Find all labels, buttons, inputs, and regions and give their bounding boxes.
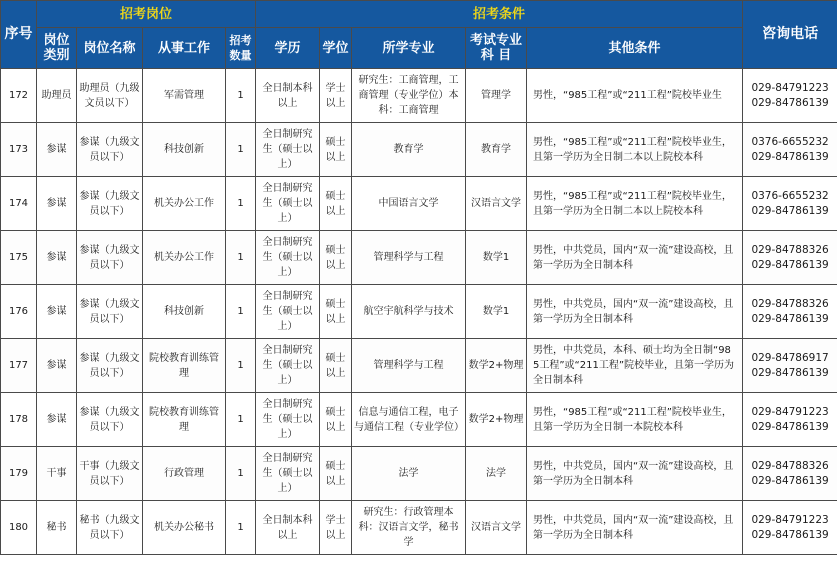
cell-other: 男性，“985工程”或“211工程”院校毕业生 [527,69,743,123]
cell-work: 科技创新 [143,285,226,339]
cell-quota: 1 [226,231,256,285]
cell-other: 男性，中共党员，国内“双一流”建设高校，且第一学历为全日制本科 [527,285,743,339]
cell-seq: 172 [1,69,37,123]
cell-position-name: 秘书（九级文员以下） [77,501,143,555]
cell-quota: 1 [226,177,256,231]
table-body [1,69,837,555]
table-row [1,177,837,231]
cell-major: 信息与通信工程，电子与通信工程（专业学位） [352,393,466,447]
cell-seq: 179 [1,447,37,501]
cell-degree: 硕士以上 [320,231,352,285]
cell-category: 助理员 [37,69,77,123]
cell-other: 男性，“985工程”或“211工程”院校毕业生，且第一学历为全日制一本院校本科 [527,393,743,447]
cell-seq: 173 [1,123,37,177]
cell-category: 参谋 [37,123,77,177]
phone-number-2: 029-84786139 [751,420,829,433]
phone-number-2: 029-84786139 [751,528,829,541]
cell-seq: 180 [1,501,37,555]
cell-quota: 1 [226,393,256,447]
cell-category: 秘书 [37,501,77,555]
cell-education: 全日制研究生（硕士以上） [256,231,320,285]
cell-subject: 数学2+物理 [466,339,527,393]
cell-education: 全日制研究生（硕士以上） [256,123,320,177]
cell-subject: 汉语言文学 [466,177,527,231]
cell-category: 参谋 [37,231,77,285]
cell-other: 男性，“985工程”或“211工程”院校毕业生，且第一学历为全日制二本以上院校本科 [527,177,743,231]
cell-seq: 176 [1,285,37,339]
header-group-conditions: 招考条件 [256,1,743,28]
cell-seq: 174 [1,177,37,231]
cell-degree: 硕士以上 [320,393,352,447]
cell-education: 全日制本科以上 [256,501,320,555]
cell-other: 男性，中共党员，国内“双一流”建设高校，且第一学历为全日制本科 [527,501,743,555]
table-row [1,447,837,501]
table-row [1,501,837,555]
cell-phone [743,501,837,555]
phone-number-1: 029-84788326 [751,297,829,310]
cell-work: 机关办公工作 [143,231,226,285]
header-phone: 咨询电话 [743,1,837,69]
table-row [1,123,837,177]
cell-other: 男性，中共党员，本科、硕士均为全日制“985工程”或“211工程”院校毕业，且第一学历为全日制本科 [527,339,743,393]
cell-education: 全日制本科以上 [256,69,320,123]
cell-major: 管理科学与工程 [352,339,466,393]
cell-category: 干事 [37,447,77,501]
cell-major: 教育学 [352,123,466,177]
cell-quota: 1 [226,447,256,501]
header-education: 学历 [256,28,320,69]
cell-subject: 数学2+物理 [466,393,527,447]
cell-major: 管理科学与工程 [352,231,466,285]
phone-number-1: 0376-6655232 [751,189,829,202]
phone-number-1: 029-84791223 [751,513,829,526]
cell-quota: 1 [226,123,256,177]
cell-phone [743,123,837,177]
cell-work: 机关办公工作 [143,177,226,231]
cell-other: 男性，“985工程”或“211工程”院校毕业生，且第一学历为全日制二本以上院校本科 [527,123,743,177]
cell-major: 法学 [352,447,466,501]
cell-position-name: 参谋（九级文员以下） [77,231,143,285]
cell-degree: 硕士以上 [320,177,352,231]
cell-position-name: 助理员（九级文员以下） [77,69,143,123]
cell-other: 男性，中共党员，国内“双一流”建设高校，且第一学历为全日制本科 [527,231,743,285]
cell-subject: 法学 [466,447,527,501]
cell-major: 中国语言文学 [352,177,466,231]
cell-work: 机关办公秘书 [143,501,226,555]
phone-number-1: 029-84786917 [751,351,829,364]
cell-major: 航空宇航科学与技术 [352,285,466,339]
cell-work: 院校教育训练管理 [143,339,226,393]
cell-phone [743,339,837,393]
cell-category: 参谋 [37,339,77,393]
header-quota: 招考数量 [226,28,256,69]
cell-quota: 1 [226,501,256,555]
phone-number-2: 029-84786139 [751,96,829,109]
header-work: 从事工作 [143,28,226,69]
phone-number-1: 029-84788326 [751,459,829,472]
cell-degree: 学士以上 [320,501,352,555]
table-row [1,69,837,123]
header-other: 其他条件 [527,28,743,69]
phone-number-2: 029-84786139 [751,150,829,163]
cell-phone [743,69,837,123]
cell-education: 全日制研究生（硕士以上） [256,285,320,339]
cell-phone [743,285,837,339]
phone-number-2: 029-84786139 [751,312,829,325]
cell-degree: 硕士以上 [320,123,352,177]
header-degree: 学位 [320,28,352,69]
table-header [1,1,837,69]
header-group-position: 招考岗位 [37,1,256,28]
cell-subject: 教育学 [466,123,527,177]
phone-number-1: 029-84791223 [751,81,829,94]
cell-subject: 数学1 [466,285,527,339]
phone-number-2: 029-84786139 [751,366,829,379]
table-row [1,393,837,447]
header-seq: 序号 [1,1,37,69]
cell-seq: 178 [1,393,37,447]
cell-position-name: 干事（九级文员以下） [77,447,143,501]
cell-seq: 175 [1,231,37,285]
cell-phone [743,177,837,231]
cell-education: 全日制研究生（硕士以上） [256,177,320,231]
cell-subject: 管理学 [466,69,527,123]
cell-degree: 硕士以上 [320,285,352,339]
cell-degree: 硕士以上 [320,339,352,393]
cell-work: 科技创新 [143,123,226,177]
cell-subject: 汉语言文学 [466,501,527,555]
cell-position-name: 参谋（九级文员以下） [77,123,143,177]
table-row [1,285,837,339]
table-row [1,339,837,393]
phone-number-2: 029-84786139 [751,204,829,217]
cell-work: 军需管理 [143,69,226,123]
cell-major: 研究生：行政管理本科：汉语言文学，秘书学 [352,501,466,555]
phone-number-1: 029-84788326 [751,243,829,256]
cell-position-name: 参谋（九级文员以下） [77,285,143,339]
cell-position-name: 参谋（九级文员以下） [77,177,143,231]
cell-other: 男性，中共党员，国内“双一流”建设高校，且第一学历为全日制本科 [527,447,743,501]
phone-number-2: 029-84786139 [751,258,829,271]
cell-education: 全日制研究生（硕士以上） [256,339,320,393]
phone-number-1: 029-84791223 [751,405,829,418]
cell-degree: 学士以上 [320,69,352,123]
cell-education: 全日制研究生（硕士以上） [256,393,320,447]
cell-phone [743,231,837,285]
cell-category: 参谋 [37,177,77,231]
phone-number-1: 0376-6655232 [751,135,829,148]
cell-quota: 1 [226,69,256,123]
cell-education: 全日制研究生（硕士以上） [256,447,320,501]
cell-phone [743,447,837,501]
cell-quota: 1 [226,285,256,339]
header-category: 岗位类别 [37,28,77,69]
header-position-name: 岗位名称 [77,28,143,69]
cell-category: 参谋 [37,393,77,447]
cell-degree: 硕士以上 [320,447,352,501]
cell-work: 行政管理 [143,447,226,501]
cell-quota: 1 [226,339,256,393]
cell-phone [743,393,837,447]
header-subject: 考试专业科 目 [466,28,527,69]
header-major: 所学专业 [352,28,466,69]
cell-position-name: 参谋（九级文员以下） [77,393,143,447]
cell-work: 院校教育训练管理 [143,393,226,447]
cell-position-name: 参谋（九级文员以下） [77,339,143,393]
cell-subject: 数学1 [466,231,527,285]
cell-major: 研究生：工商管理，工商管理（专业学位）本科：工商管理 [352,69,466,123]
phone-number-2: 029-84786139 [751,474,829,487]
cell-category: 参谋 [37,285,77,339]
cell-seq: 177 [1,339,37,393]
table-row [1,231,837,285]
